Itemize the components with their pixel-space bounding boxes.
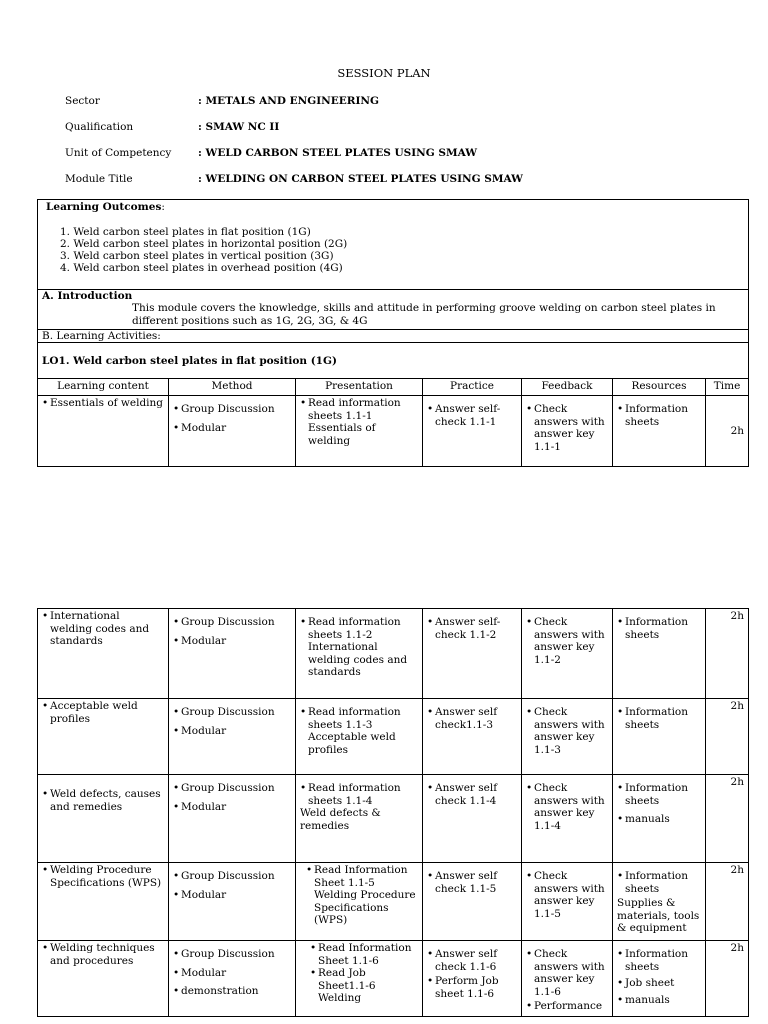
table-row <box>38 699 749 775</box>
presentation-item: • Read Job Sheet1.1-6 Welding <box>310 967 418 1005</box>
time: 2h <box>730 776 744 788</box>
feedback: • Check answers with answer key 1.1-5 <box>526 870 608 920</box>
learning-content: • Weld defects, causes and remedies <box>42 788 164 813</box>
resource-item: • manuals <box>617 994 701 1007</box>
feedback: • Check answers with answer key 1.1-4 <box>526 782 608 832</box>
practice: • Answer self check1.1-3 <box>427 706 517 731</box>
learning-outcomes-colon: : <box>161 201 165 213</box>
presentation: • Read information sheets 1.1-2 International welding codes and standards <box>300 616 418 679</box>
method-item: • Modular <box>173 801 291 814</box>
column-header: Practice <box>423 379 522 396</box>
presentation: • Read information sheets 1.1-1 Essentials of welding <box>300 397 418 447</box>
practice-item: • Perform Job sheet 1.1-6 <box>427 975 517 1000</box>
method-item: • Modular <box>173 422 291 435</box>
list-item: 1. Weld carbon steel plates in flat position (1G) <box>60 226 311 238</box>
session-table-bottom <box>37 608 749 1017</box>
resource-item: • Information sheets <box>617 782 701 807</box>
learning-content: • Welding Procedure Specifications (WPS) <box>42 864 164 889</box>
meta-value: : METALS AND ENGINEERING <box>198 95 379 107</box>
learning-outcomes-row <box>38 200 749 290</box>
presentation-item: • Read Information Sheet 1.1-6 <box>310 942 418 967</box>
time: 2h <box>730 864 744 876</box>
list-item: 3. Weld carbon steel plates in vertical position (3G) <box>60 250 334 262</box>
column-header: Resources <box>613 379 706 396</box>
presentation-extra: Weld defects & remedies <box>300 807 381 832</box>
column-header: Presentation <box>296 379 423 396</box>
learning-activities-row <box>38 330 749 343</box>
lo-title-row <box>38 343 749 379</box>
practice-item: • Answer self check 1.1-6 <box>427 948 517 973</box>
table-row <box>38 775 749 863</box>
column-header: Feedback <box>522 379 613 396</box>
learning-activities-heading: B. Learning Activities: <box>38 330 749 343</box>
column-header: Learning content <box>38 379 169 396</box>
practice: • Answer self-check 1.1-1 <box>427 403 517 428</box>
method-item: • Group Discussion <box>173 870 291 883</box>
meta-value: : WELD CARBON STEEL PLATES USING SMAW <box>198 147 478 159</box>
introduction-heading: A. Introduction <box>42 290 133 302</box>
practice: • Answer self check 1.1-4 <box>427 782 517 807</box>
meta-value: : SMAW NC II <box>198 121 280 133</box>
method-item: • Group Discussion <box>173 403 291 416</box>
time: 2h <box>730 425 745 437</box>
resource-item: • Information sheets <box>617 616 701 641</box>
meta-module <box>65 173 725 189</box>
method-item: • Modular <box>173 889 291 902</box>
practice: • Answer self-check 1.1-2 <box>427 616 517 641</box>
method-item: • Modular <box>173 725 291 738</box>
meta-sector <box>65 95 725 111</box>
meta-label: Sector <box>65 95 100 107</box>
practice: • Answer self check 1.1-5 <box>427 870 517 895</box>
presentation: • Read Information Sheet 1.1-5 Welding Procedure Specifications (WPS) <box>306 864 418 927</box>
time: 2h <box>730 942 744 954</box>
table-header-row <box>38 379 749 396</box>
meta-label: Module Title <box>65 173 133 185</box>
resource-item: • manuals <box>617 813 701 826</box>
time: 2h <box>730 610 744 622</box>
introduction-text: This module covers the knowledge, skills and attitude in performing groove welding on carbon steel plates in different positions such as 1G, 2G, 3G, & 4G <box>132 302 716 327</box>
meta-unit <box>65 147 725 163</box>
lo-title: LO1. Weld carbon steel plates in flat position (1G) <box>42 354 337 367</box>
method-item: • Modular <box>173 967 291 980</box>
meta-value: : WELDING ON CARBON STEEL PLATES USING SMAW <box>198 173 523 185</box>
learning-content: • Welding techniques and procedures <box>42 942 164 967</box>
table-row <box>38 396 749 467</box>
table-row <box>38 941 749 1017</box>
column-header: Method <box>169 379 296 396</box>
meta-label: Unit of Competency <box>65 147 172 159</box>
feedback: • Check answers with answer key 1.1-2 <box>526 616 608 666</box>
learning-content: • Acceptable weld profiles <box>42 700 164 725</box>
feedback: • Check answers with answer key 1.1-1 <box>526 403 608 453</box>
method-item: • demonstration <box>173 985 291 998</box>
feedback: • Check answers with answer key 1.1-3 <box>526 706 608 756</box>
table-row <box>38 863 749 941</box>
table-row <box>38 609 749 699</box>
list-item: 2. Weld carbon steel plates in horizontal position (2G) <box>60 238 348 250</box>
page-title: SESSION PLAN <box>337 66 431 80</box>
learning-outcomes-heading: Learning Outcomes <box>46 201 162 213</box>
resource-item: • Job sheet <box>617 977 701 990</box>
resources-extra: Supplies & materials, tools & equipment <box>617 897 700 934</box>
learning-content: • Essentials of welding <box>42 397 164 410</box>
resource-item: • Information sheets <box>617 948 701 973</box>
resource-item: • Information sheets <box>617 403 701 428</box>
meta-qualification <box>65 121 725 137</box>
list-item: 4. Weld carbon steel plates in overhead position (4G) <box>60 262 343 274</box>
method-item: • Modular <box>173 635 291 648</box>
method-item: • Group Discussion <box>173 948 291 961</box>
presentation: • Read information sheets 1.1-3 Acceptable weld profiles <box>300 706 418 756</box>
introduction-row <box>38 290 749 330</box>
time: 2h <box>730 700 744 712</box>
method-item: • Group Discussion <box>173 616 291 629</box>
learning-outcomes-list <box>46 226 740 274</box>
column-header: Time <box>706 379 749 396</box>
feedback-item: • Check answers with answer key 1.1-6 <box>526 948 608 998</box>
feedback-item: • Performance <box>526 1000 608 1013</box>
method-item: • Group Discussion <box>173 706 291 719</box>
presentation: • Read information sheets 1.1-4 <box>300 782 418 807</box>
meta-label: Qualification <box>65 121 134 133</box>
learning-outcomes-header <box>46 201 740 214</box>
resource-item: • Information sheets <box>617 706 701 731</box>
learning-content: • International welding codes and standards <box>42 610 164 648</box>
resource-item: • Information sheets <box>617 870 701 895</box>
method-item: • Group Discussion <box>173 782 291 795</box>
session-table-top <box>37 199 749 467</box>
